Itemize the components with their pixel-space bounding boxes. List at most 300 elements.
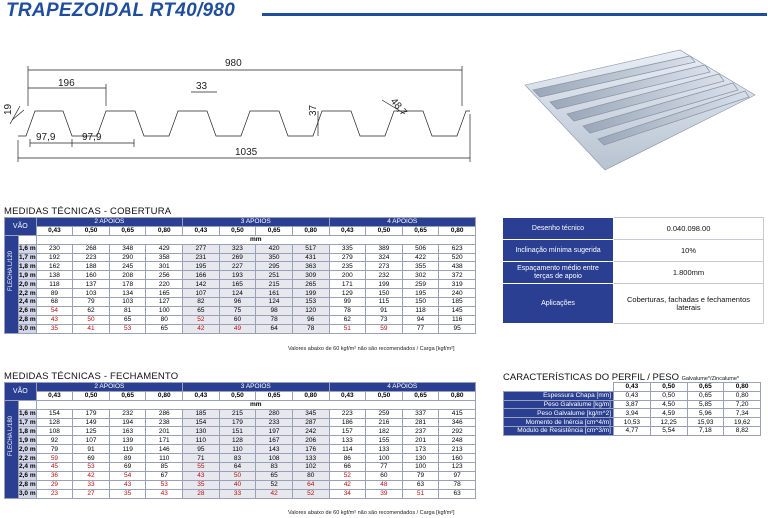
load-cell: 95 (183, 445, 220, 454)
load-cell: 242 (292, 427, 329, 436)
load-cell: 178 (109, 280, 146, 289)
load-cell: 301 (146, 262, 183, 271)
load-cell: 83 (256, 463, 293, 472)
load-cell: 52 (256, 480, 293, 489)
tech-value: 10% (614, 240, 764, 262)
load-cell: 223 (329, 409, 366, 418)
load-cell: 165 (146, 289, 183, 298)
load-cell: 269 (219, 253, 256, 262)
load-cell: 39 (366, 489, 403, 498)
load-cell: 279 (329, 253, 366, 262)
thickness-header: 0,50 (219, 391, 256, 400)
property-label: Módulo de Resistência [cm^3/m] (504, 426, 614, 435)
property-value: 5,54 (650, 426, 687, 435)
thickness-header: 0,50 (366, 226, 403, 235)
span-label: 1,7 m (19, 419, 36, 426)
load-cell: 171 (146, 436, 183, 445)
tech-row (503, 262, 764, 284)
property-value: 0,80 (724, 391, 761, 400)
tech-key: Inclinação mínima sugerida (503, 240, 614, 262)
span-label: 2,8 m (19, 316, 36, 324)
load-cell: 179 (219, 418, 256, 427)
load-cell: 185 (183, 409, 220, 418)
load-cell: 77 (366, 463, 403, 472)
load-cell: 348 (109, 244, 146, 253)
table-row (5, 253, 476, 262)
load-cell: 192 (36, 253, 73, 262)
load-cell: 33 (73, 480, 110, 489)
characteristics-title-text: CARACTERÍSTICAS DO PERFIL / PESO (503, 372, 679, 383)
load-cell: 273 (366, 262, 403, 271)
load-cell: 238 (146, 418, 183, 427)
table-row (5, 463, 476, 472)
load-cell: 182 (366, 427, 403, 436)
load-cell: 200 (329, 271, 366, 280)
load-cell: 166 (183, 271, 220, 280)
load-cell: 107 (183, 289, 220, 298)
property-value: 7,34 (724, 409, 761, 418)
load-cell: 86 (329, 454, 366, 463)
load-cell: 133 (292, 454, 329, 463)
load-cell: 65 (256, 471, 293, 480)
load-cell: 69 (73, 454, 110, 463)
load-cell: 139 (109, 436, 146, 445)
load-cell: 350 (256, 253, 293, 262)
load-cell: 124 (219, 289, 256, 298)
table-row (5, 262, 476, 271)
load-cell: 206 (292, 436, 329, 445)
load-cell: 165 (219, 280, 256, 289)
load-cell: 520 (439, 253, 476, 262)
load-cell: 96 (219, 298, 256, 307)
thickness-header: 0,43 (36, 226, 73, 235)
span-label: 3,0 m (19, 325, 36, 333)
load-cell: 23 (36, 489, 73, 498)
apoios-header: 4 APOIOS (329, 218, 476, 227)
flecha-label (5, 400, 19, 498)
thickness-header: 0,65 (109, 226, 146, 235)
property-value: 12,25 (650, 418, 687, 427)
load-cell: 623 (439, 244, 476, 253)
table-row (5, 315, 476, 324)
load-cell: 130 (402, 454, 439, 463)
load-cell: 64 (219, 463, 256, 472)
load-cell: 142 (183, 280, 220, 289)
apoios-header: 3 APOIOS (183, 383, 329, 392)
load-cell: 92 (36, 436, 73, 445)
load-cell: 220 (146, 280, 183, 289)
load-cell: 118 (402, 306, 439, 315)
load-cell: 323 (219, 244, 256, 253)
load-cell: 146 (146, 445, 183, 454)
property-value: 3,94 (614, 409, 651, 418)
load-cell: 54 (36, 306, 73, 315)
table-row (504, 409, 761, 418)
load-cell: 149 (73, 418, 110, 427)
load-cell: 240 (439, 289, 476, 298)
load-cell: 389 (366, 244, 403, 253)
load-cell: 179 (73, 409, 110, 418)
property-value: 7,18 (687, 426, 724, 435)
load-cell: 188 (73, 262, 110, 271)
load-cell: 66 (329, 463, 366, 472)
vao-label: VÃO (5, 383, 37, 401)
span-label: 2,2 m (19, 289, 36, 297)
load-cell: 150 (402, 298, 439, 307)
property-value: 7,20 (724, 400, 761, 409)
load-cell: 64 (292, 480, 329, 489)
apoios-header: 3 APOIOS (183, 218, 329, 227)
property-value: 8,82 (724, 426, 761, 435)
load-cell: 69 (109, 463, 146, 472)
page-title: TRAPEZOIDAL RT40/980 (6, 0, 236, 21)
load-cell: 62 (73, 306, 110, 315)
load-cell: 124 (256, 298, 293, 307)
load-cell: 155 (366, 436, 403, 445)
dim-1035: 1035 (235, 147, 258, 158)
thickness-header: 0,80 (292, 391, 329, 400)
load-cell: 193 (219, 271, 256, 280)
load-cell: 63 (439, 489, 476, 498)
dim-33: 33 (196, 81, 208, 92)
table-row (5, 480, 476, 489)
load-cell: 201 (146, 427, 183, 436)
load-cell: 73 (366, 315, 403, 324)
load-cell: 103 (109, 298, 146, 307)
load-cell: 160 (439, 454, 476, 463)
load-cell: 80 (292, 471, 329, 480)
flecha-text: FLECHA L/180 (8, 415, 14, 456)
cobertura-note: Valores abaixo de 60 kgf/m² não são recomendados / Carga [kgf/m²] (288, 346, 455, 352)
load-cell: 95 (439, 324, 476, 333)
table-row (504, 418, 761, 427)
load-cell: 115 (366, 298, 403, 307)
load-cell: 53 (146, 480, 183, 489)
load-cell: 281 (402, 418, 439, 427)
load-cell: 415 (439, 409, 476, 418)
table-row (5, 454, 476, 463)
load-cell: 287 (292, 418, 329, 427)
dim-97-9-b: 97,9 (82, 132, 102, 143)
load-cell: 52 (183, 315, 220, 324)
load-cell: 67 (146, 471, 183, 480)
thickness-header: 0,50 (73, 391, 110, 400)
load-cell: 422 (402, 253, 439, 262)
load-cell: 233 (256, 418, 293, 427)
table-row (5, 409, 476, 418)
span-label: 1,9 m (19, 271, 36, 279)
title-rule (262, 13, 767, 16)
table-row (5, 298, 476, 307)
load-cell: 62 (329, 315, 366, 324)
load-cell: 345 (292, 409, 329, 418)
load-cell: 120 (292, 306, 329, 315)
thickness-header: 0,65 (687, 383, 724, 392)
span-label: 2,8 m (19, 481, 36, 489)
load-cell: 91 (73, 445, 110, 454)
property-value: 4,59 (650, 409, 687, 418)
load-cell: 94 (402, 315, 439, 324)
table-row (5, 471, 476, 480)
tech-row (503, 218, 764, 240)
header-row (5, 218, 476, 227)
load-cell: 82 (183, 298, 220, 307)
load-cell: 85 (146, 463, 183, 472)
load-cell: 68 (36, 298, 73, 307)
load-cell: 125 (73, 427, 110, 436)
load-cell: 79 (402, 471, 439, 480)
span-label: 1,8 m (19, 262, 36, 270)
tech-value: 0.040.098.00 (614, 218, 764, 240)
load-cell: 43 (183, 471, 220, 480)
load-cell: 100 (366, 454, 403, 463)
load-cell: 201 (402, 436, 439, 445)
dim-48-7: 48,7 (387, 96, 409, 119)
thickness-header: 0,80 (146, 226, 183, 235)
load-cell: 33 (219, 489, 256, 498)
table-row (5, 271, 476, 280)
load-cell: 438 (439, 262, 476, 271)
span-label: 1,6 m (19, 245, 36, 253)
load-cell: 506 (402, 244, 439, 253)
load-cell: 34 (329, 489, 366, 498)
table-row (504, 391, 761, 400)
tech-key: Desenho técnico (503, 218, 614, 240)
load-cell: 35 (36, 324, 73, 333)
thickness-header: 0,80 (439, 226, 476, 235)
load-cell: 232 (109, 409, 146, 418)
profile-drawing (0, 40, 490, 175)
load-cell: 277 (183, 244, 220, 253)
span-label: 1,6 m (19, 410, 36, 418)
load-cell: 81 (109, 306, 146, 315)
load-cell: 517 (292, 244, 329, 253)
load-cell: 154 (36, 409, 73, 418)
load-cell: 256 (146, 271, 183, 280)
load-cell: 213 (439, 445, 476, 454)
thickness-header: 0,43 (614, 383, 651, 392)
load-cell: 130 (183, 427, 220, 436)
load-cell: 324 (366, 253, 403, 262)
load-cell: 134 (109, 289, 146, 298)
load-cell: 27 (73, 489, 110, 498)
load-cell: 78 (439, 480, 476, 489)
span-label: 1,7 m (19, 254, 36, 261)
load-cell: 123 (439, 463, 476, 472)
load-cell: 45 (36, 463, 73, 472)
fechamento-heading: MEDIDAS TÉCNICAS - FECHAMENTO (4, 371, 179, 382)
load-cell: 42 (329, 480, 366, 489)
tech-row (503, 284, 764, 324)
unit-label: mm (36, 400, 475, 409)
span-label: 2,4 m (19, 463, 36, 471)
load-cell: 171 (329, 280, 366, 289)
property-label: Momento de Inércia [cm^4/m] (504, 418, 614, 427)
property-value: 0,50 (650, 391, 687, 400)
fechamento-table (4, 382, 476, 499)
load-cell: 127 (146, 298, 183, 307)
property-value: 5,96 (687, 409, 724, 418)
load-cell: 36 (36, 471, 73, 480)
load-cell: 151 (219, 427, 256, 436)
span-label: 2,6 m (19, 307, 36, 315)
load-cell: 230 (36, 244, 73, 253)
load-cell: 108 (256, 454, 293, 463)
load-cell: 54 (109, 471, 146, 480)
load-cell: 153 (292, 298, 329, 307)
load-cell: 199 (292, 289, 329, 298)
load-cell: 197 (256, 427, 293, 436)
table-row (5, 489, 476, 498)
load-cell: 40 (219, 480, 256, 489)
tech-value: 1.800mm (614, 262, 764, 284)
thickness-header: 0,43 (183, 226, 220, 235)
property-value: 15,93 (687, 418, 724, 427)
load-cell: 35 (183, 480, 220, 489)
load-cell: 216 (366, 418, 403, 427)
table-row (5, 418, 476, 427)
dim-97-9-a: 97,9 (36, 132, 56, 143)
flecha-text: FLECHA L/120 (8, 250, 14, 291)
table-row (504, 400, 761, 409)
dim-37: 37 (308, 104, 319, 116)
load-cell: 335 (329, 244, 366, 253)
load-cell: 302 (402, 271, 439, 280)
load-cell: 143 (256, 445, 293, 454)
load-cell: 110 (146, 454, 183, 463)
thickness-header: 0,80 (439, 391, 476, 400)
thickness-header: 0,65 (256, 226, 293, 235)
load-cell: 185 (439, 298, 476, 307)
table-row (5, 280, 476, 289)
unit-row (5, 235, 476, 244)
load-cell: 97 (439, 471, 476, 480)
load-cell: 83 (219, 454, 256, 463)
cobertura-table (4, 217, 476, 334)
load-cell: 35 (109, 489, 146, 498)
span-label: 2,2 m (19, 454, 36, 462)
apoios-header: 2 APOIOS (36, 383, 182, 392)
load-cell: 78 (292, 324, 329, 333)
property-value: 19,62 (724, 418, 761, 427)
load-cell: 100 (146, 306, 183, 315)
load-cell: 128 (36, 418, 73, 427)
table-row (5, 436, 476, 445)
property-value: 4,50 (650, 400, 687, 409)
load-cell: 167 (256, 436, 293, 445)
thickness-header: 0,65 (256, 391, 293, 400)
load-cell: 52 (329, 471, 366, 480)
span-label: 2,0 m (19, 445, 36, 453)
load-cell: 259 (366, 409, 403, 418)
property-value: 3,87 (614, 400, 651, 409)
load-cell: 28 (183, 489, 220, 498)
load-cell: 110 (219, 445, 256, 454)
load-cell: 77 (402, 324, 439, 333)
load-cell: 118 (36, 280, 73, 289)
load-cell: 99 (329, 298, 366, 307)
load-cell: 60 (219, 315, 256, 324)
unit-label: mm (36, 235, 475, 244)
load-cell: 65 (183, 306, 220, 315)
load-cell: 78 (329, 306, 366, 315)
thickness-row (5, 226, 476, 235)
table-row (5, 324, 476, 333)
thickness-header: 0,65 (402, 391, 439, 400)
load-cell: 227 (219, 262, 256, 271)
flecha-label (5, 235, 19, 333)
load-cell: 108 (36, 427, 73, 436)
load-cell: 431 (292, 253, 329, 262)
thickness-header: 0,50 (650, 383, 687, 392)
load-cell: 79 (73, 298, 110, 307)
thickness-header: 0,50 (366, 391, 403, 400)
load-cell: 162 (36, 262, 73, 271)
load-cell: 41 (73, 324, 110, 333)
load-cell: 358 (146, 253, 183, 262)
load-cell: 65 (109, 315, 146, 324)
load-cell: 295 (256, 262, 293, 271)
load-cell: 29 (36, 480, 73, 489)
load-cell: 80 (146, 315, 183, 324)
dim-19: 19 (3, 103, 14, 115)
load-cell: 43 (109, 480, 146, 489)
load-cell: 290 (109, 253, 146, 262)
load-cell: 145 (439, 306, 476, 315)
property-label: Espessura Chapa [mm] (504, 391, 614, 400)
load-cell: 53 (73, 463, 110, 472)
thickness-header: 0,50 (219, 226, 256, 235)
load-cell: 42 (73, 471, 110, 480)
load-cell: 232 (366, 271, 403, 280)
load-cell: 79 (36, 445, 73, 454)
property-value: 0,65 (687, 391, 724, 400)
dim-980: 980 (225, 58, 242, 69)
property-value: 10,53 (614, 418, 651, 427)
tech-value: Coberturas, fachadas e fechamentos laterais (614, 284, 764, 324)
load-cell: 51 (402, 489, 439, 498)
property-label: Peso Galvalume [kg/m^2] (504, 409, 614, 418)
load-cell: 138 (36, 271, 73, 280)
load-cell: 59 (36, 454, 73, 463)
load-cell: 51 (329, 324, 366, 333)
load-cell: 363 (292, 262, 329, 271)
load-cell: 231 (183, 253, 220, 262)
load-cell: 89 (109, 454, 146, 463)
load-cell: 160 (73, 271, 110, 280)
blank-cell (19, 235, 37, 244)
load-cell: 102 (292, 463, 329, 472)
load-cell: 195 (402, 289, 439, 298)
load-cell: 98 (256, 306, 293, 315)
load-cell: 71 (183, 454, 220, 463)
load-cell: 337 (402, 409, 439, 418)
dim-196: 196 (58, 78, 75, 89)
cobertura-heading: MEDIDAS TÉCNICAS - COBERTURA (4, 206, 172, 217)
load-cell: 96 (292, 315, 329, 324)
load-cell: 48 (366, 480, 403, 489)
load-cell: 235 (329, 262, 366, 271)
fechamento-note: Valores abaixo de 60 kgf/m² não são recomendados / Carga [kgf/m²] (288, 510, 455, 516)
load-cell: 75 (219, 306, 256, 315)
load-cell: 208 (109, 271, 146, 280)
load-cell: 309 (292, 271, 329, 280)
tech-row (503, 240, 764, 262)
thickness-header: 0,43 (183, 391, 220, 400)
load-cell: 60 (366, 471, 403, 480)
thickness-header: 0,65 (402, 226, 439, 235)
load-cell: 194 (109, 418, 146, 427)
